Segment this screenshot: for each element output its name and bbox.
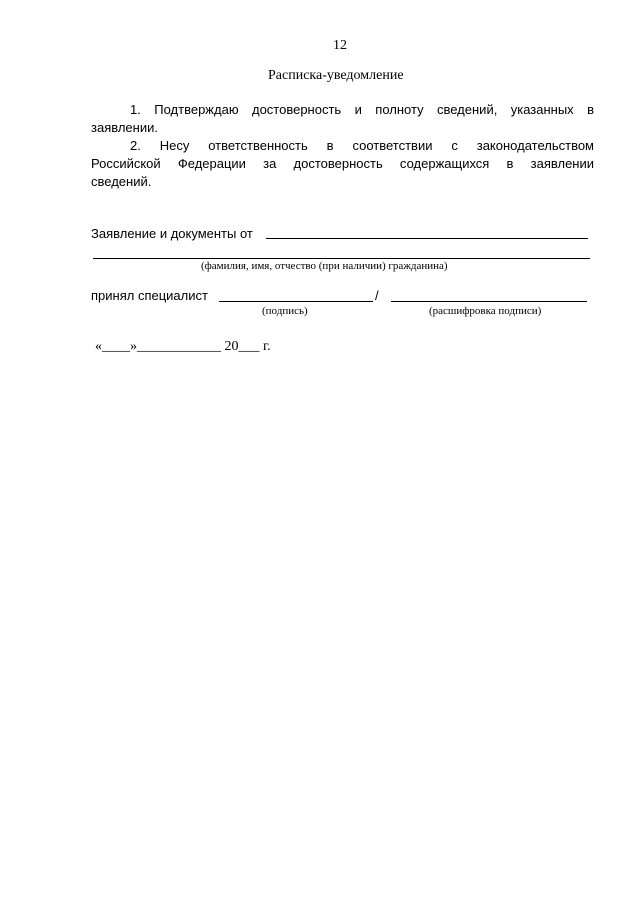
statement-2-line-1: 2. Несу ответственность в соответствии с законодательством <box>130 138 594 153</box>
statement-2-line-2: Российской Федерации за достоверность содержащихся в заявлении <box>91 156 594 171</box>
application-label: Заявление и документы от <box>91 226 253 241</box>
accepted-by-label: принял специалист <box>91 288 208 303</box>
signature-separator: / <box>375 288 379 303</box>
applicant-name-line-1[interactable] <box>266 238 588 239</box>
document-title: Расписка-уведомление <box>268 68 404 83</box>
statement-1-line-2: заявлении. <box>91 120 158 135</box>
statement-1-line-1: 1. Подтверждаю достоверность и полноту сведений, указанных в <box>130 102 594 117</box>
statement-2-line-3: сведений. <box>91 174 152 189</box>
applicant-name-line-2[interactable] <box>93 258 590 259</box>
date-line[interactable]: «____»____________ 20___ г. <box>95 339 271 354</box>
signature-line[interactable] <box>219 301 373 302</box>
signature-decoding-line[interactable] <box>391 301 587 302</box>
signature-caption: (подпись) <box>262 305 308 317</box>
signature-decoding-caption: (расшифровка подписи) <box>429 305 542 317</box>
applicant-caption: (фамилия, имя, отчество (при наличии) гражданина) <box>201 260 448 272</box>
page-number: 12 <box>333 38 347 53</box>
